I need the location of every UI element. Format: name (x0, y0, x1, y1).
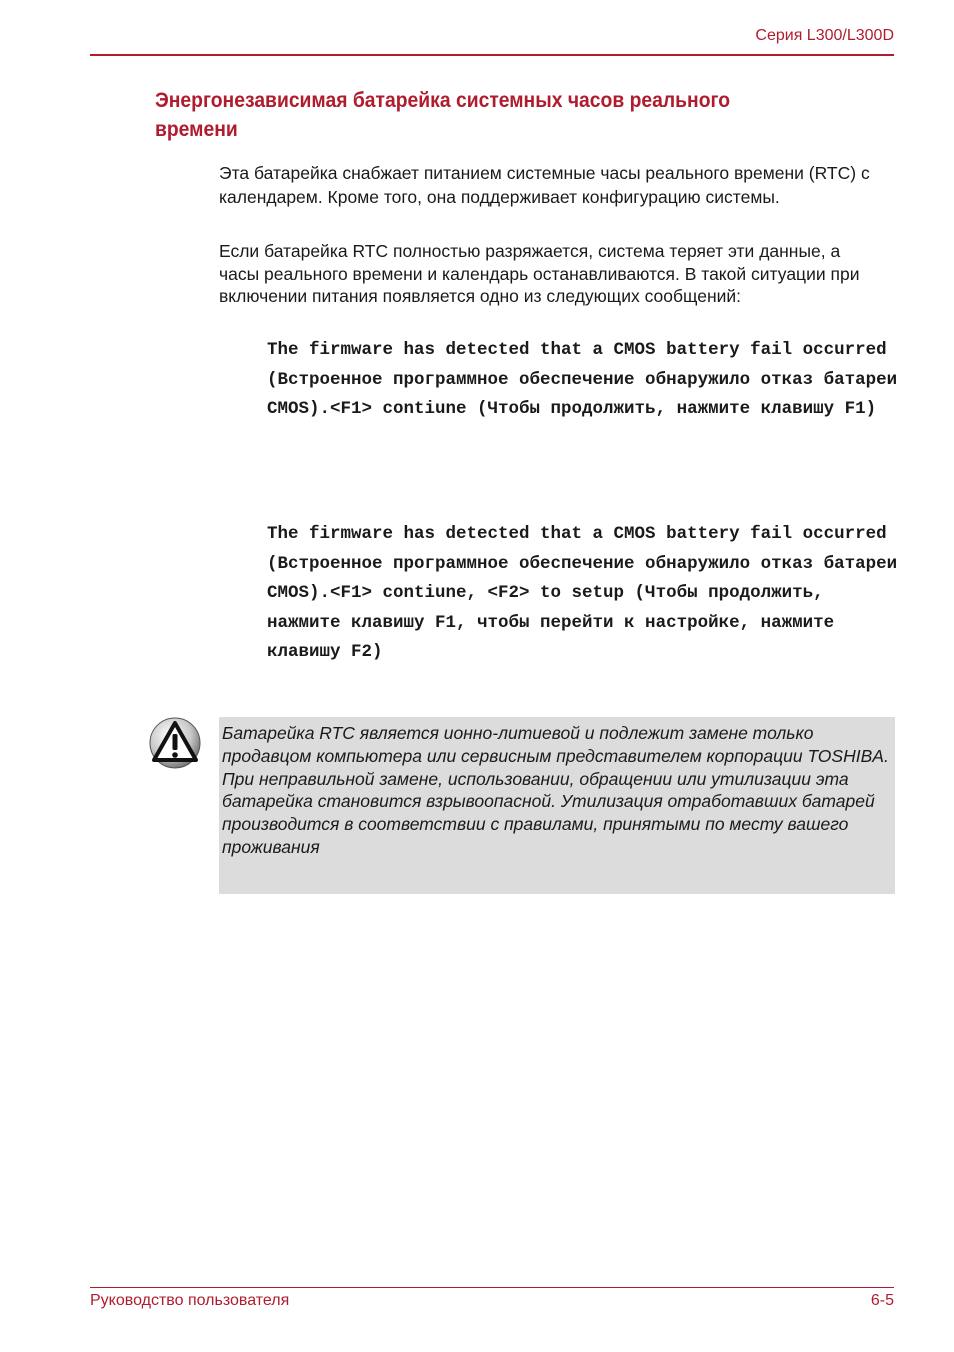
body-paragraph-1: Эта батарейка снабжает питанием системные часы реального времени (RTC) с календарем. Кроме того, она поддерживает конфигурацию системы. (219, 163, 870, 207)
warning-triangle-icon (148, 716, 202, 770)
section-heading: Энергонезависимая батарейка системных часов реального времени (155, 89, 731, 141)
footer-divider (90, 1287, 894, 1288)
footer-manual-label: Руководство пользователя (90, 1292, 290, 1309)
firmware-message-2: The firmware has detected that a CMOS battery fail occurred (Встроенное программное обеспечение обнаружило отказ батареи CMOS).<F1> contiune, <F2> to setup (Чтобы продолжить, нажмите клавишу F1, чтобы перейти к настройке, нажмите клавишу F2) (267, 524, 908, 663)
body-paragraph-2: Если батарейка RTC полностью разряжается, система теряет эти данные, а часы реального времени и календарь останавливаются. В такой ситуации при включении питания появляется одно из следующих сообщений: (219, 241, 860, 306)
header-divider (90, 54, 894, 56)
footer-page-number: 6-5 (870, 1292, 894, 1309)
header-series-title: Серия L300/L300D (755, 27, 894, 44)
firmware-message-1: The firmware has detected that a CMOS battery fail occurred (Встроенное программное обеспечение обнаружило отказ батареи CMOS).<F1> contiune (Чтобы продолжить, нажмите клавишу F1) (267, 340, 908, 420)
warning-note-text: Батарейка RTC является ионно-литиевой и подлежит замене только продавцом компьютера или сервисным представителем корпорации TOSHIBA. При неправильной замене, использовании, обращении или утилизации эта батарейка становится взрывоопасной. Утилизация отработавших батарей производится в соответствии с правилами, принятыми по месту вашего проживания (222, 723, 889, 857)
